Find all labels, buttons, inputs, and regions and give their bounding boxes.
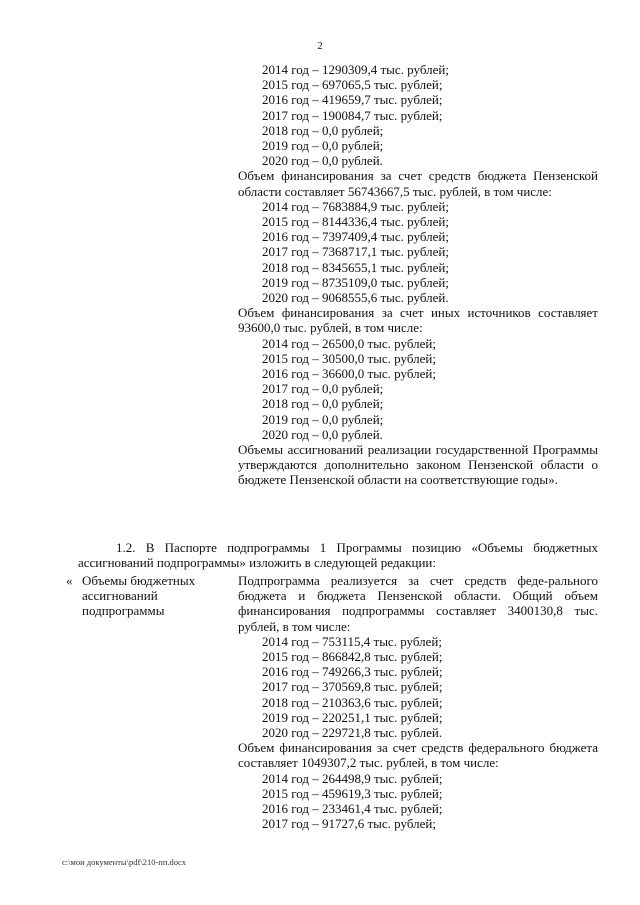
file-path-footer: c:\мои документы\pdf\210-пп.docx xyxy=(62,857,187,867)
federal-budget-intro: Объем финансирования за счет средств федерального бюджета составляет 1049307,2 тыс. рублей, в том числе: xyxy=(238,740,598,771)
year-line: 2018 год – 210363,6 тыс. рублей; xyxy=(262,694,443,710)
year-line: 2016 год – 233461,4 тыс. рублей; xyxy=(262,801,443,817)
year-line: 2020 год – 229721,8 тыс. рублей. xyxy=(262,725,443,741)
year-line: 2017 год – 370569,8 тыс. рублей; xyxy=(262,679,443,695)
other-sources-intro: Объем финансирования за счет иных источников составляет 93600,0 тыс. рублей, в том числе: xyxy=(238,305,598,336)
year-line: 2014 год – 753115,4 тыс. рублей; xyxy=(262,633,442,649)
year-line: 2020 год – 0,0 рублей. xyxy=(262,426,383,442)
funding-block-subprogram xyxy=(238,573,598,831)
year-line: 2015 год – 30500,0 тыс. рублей; xyxy=(262,350,436,366)
year-line: 2020 год – 0,0 рублей. xyxy=(262,153,383,169)
year-line: 2018 год – 0,0 рублей; xyxy=(262,396,384,412)
year-line: 2014 год – 264498,9 тыс. рублей; xyxy=(262,770,443,786)
year-line: 2015 год – 459619,3 тыс. рублей; xyxy=(262,785,443,801)
year-line: 2015 год – 866842,8 тыс. рублей; xyxy=(262,649,443,665)
year-line: 2018 год – 0,0 рублей; xyxy=(262,122,384,138)
year-list-e xyxy=(238,771,598,832)
year-line: 2020 год – 9068555,6 тыс. рублей. xyxy=(262,290,449,306)
year-line: 2016 год – 7397409,4 тыс. рублей; xyxy=(262,229,449,245)
year-list-d xyxy=(238,634,598,740)
year-line: 2017 год – 91727,6 тыс. рублей; xyxy=(262,816,436,832)
regional-budget-intro: Объем финансирования за счет средств бюджета Пензенской области составляет 56743667,5 тыс. рублей, в том числе: xyxy=(238,168,598,199)
closing-paragraph: Объемы ассигнований реализации государственной Программы утверждаются дополнительно законом Пензенской области о бюджете Пензенской области на соответствующие годы». xyxy=(238,442,598,488)
amendment-paragraph: 1.2. В Паспорте подпрограммы 1 Программы позицию «Объемы бюджетных ассигнований подпрограммы» изложить в следующей редакции: xyxy=(78,540,598,570)
year-line: 2017 год – 0,0 рублей; xyxy=(262,381,384,397)
subprogram-label: Объемы бюджетных ассигнований подпрограммы xyxy=(82,573,196,619)
year-list-a xyxy=(238,62,598,168)
year-line: 2019 год – 8735109,0 тыс. рублей; xyxy=(262,274,449,290)
year-line: 2014 год – 1290309,4 тыс. рублей; xyxy=(262,62,449,77)
year-line: 2014 год – 26500,0 тыс. рублей; xyxy=(262,335,436,351)
year-list-b xyxy=(238,199,598,305)
year-line: 2019 год – 220251,1 тыс. рублей; xyxy=(262,709,443,725)
year-line: 2016 год – 419659,7 тыс. рублей; xyxy=(262,92,443,108)
year-line: 2015 год – 8144336,4 тыс. рублей; xyxy=(262,214,449,230)
year-line: 2014 год – 7683884,9 тыс. рублей; xyxy=(262,198,449,214)
year-line: 2018 год – 8345655,1 тыс. рублей; xyxy=(262,259,449,275)
year-line: 2019 год – 0,0 рублей; xyxy=(262,138,384,154)
subprogram-intro: Подпрограмма реализуется за счет средств феде-рального бюджета и бюджета Пензенской области. Общий объем финансирования подпрограммы составляет 3400130,8 тыс. рублей, в том числе: xyxy=(238,573,598,634)
year-line: 2019 год – 0,0 рублей; xyxy=(262,411,384,427)
year-list-c xyxy=(238,336,598,442)
year-line: 2016 год – 36600,0 тыс. рублей; xyxy=(262,366,436,382)
opening-quote: « xyxy=(66,573,73,588)
year-line: 2017 год – 190084,7 тыс. рублей; xyxy=(262,107,443,123)
page-number: 2 xyxy=(317,40,323,52)
year-line: 2016 год – 749266,3 тыс. рублей; xyxy=(262,664,443,680)
year-line: 2015 год – 697065,5 тыс. рублей; xyxy=(262,77,443,93)
year-line: 2017 год – 7368717,1 тыс. рублей; xyxy=(262,244,449,260)
funding-block-top xyxy=(238,62,598,488)
